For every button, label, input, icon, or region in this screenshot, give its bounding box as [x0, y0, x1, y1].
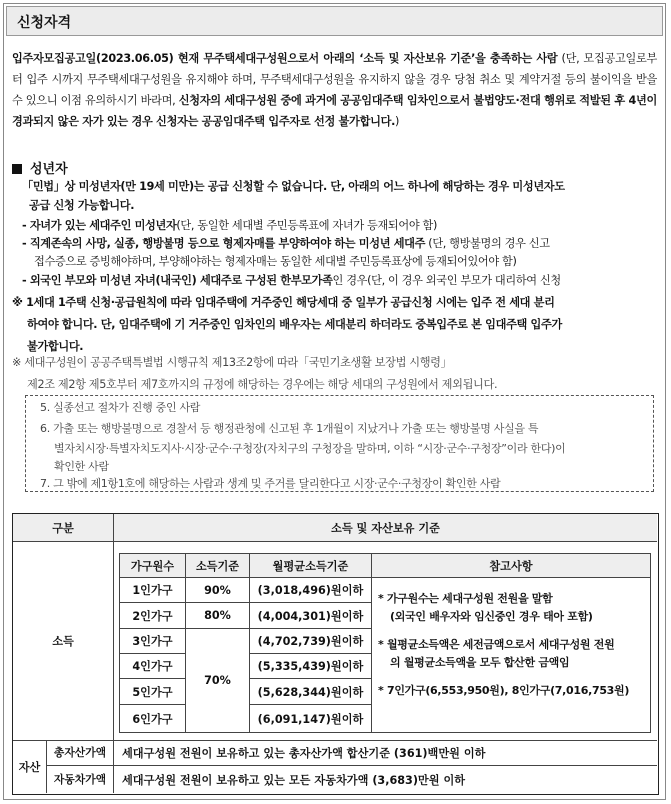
- household-item-6-cont: 별자치시장·특별자치도지사·시장·군수·구청장(자치구의 구청장을 말하며, 이하 “시장·군수·구청장”이라 한다)이: [54, 442, 566, 455]
- minor-line2: 공급 신청 가능합니다.: [29, 199, 135, 212]
- criteria-table: [12, 513, 659, 795]
- intro-close: ): [395, 115, 400, 128]
- car-asset-text: 세대구성원 전원이 보유하고 있는 모든 자동차가액 (3,683)만원 이하: [122, 773, 466, 787]
- row-amount: (4,702,739)원이하: [250, 629, 372, 654]
- sub-header-notes: 참고사항: [372, 554, 650, 578]
- section-title-bar: [6, 6, 663, 36]
- row-amount: (4,004,301)원이하: [250, 603, 372, 629]
- row-members: 2인가구: [120, 603, 186, 629]
- row-amount: (5,628,344)원이하: [250, 679, 372, 705]
- income-label: 소득: [13, 542, 114, 740]
- total-asset-label: 총자산가액: [47, 740, 114, 766]
- note-2a: * 월평균소득액은 세전금액으로서 세대구성원 전원: [378, 638, 615, 651]
- row-members: 4인가구: [120, 654, 186, 679]
- row-amount: (6,091,147)원이하: [250, 705, 372, 732]
- car-asset-label: 자동차가액: [47, 766, 114, 793]
- intro-bold-2: 신청자의 세대구성원 중에 과거에 공공임대주택 임차인으로서 불법양도·전대 행위로 적발된 후 4년이 경과되지 않은 자가 있는 경우 신청자는 공공임대주택 입주자로 선정 불가합니다.: [12, 94, 657, 128]
- section-title: 신청자격: [17, 15, 72, 31]
- row-members: 6인가구: [120, 705, 186, 732]
- intro-paragraph: [12, 48, 657, 132]
- sub-header-members: 가구원수: [120, 554, 186, 578]
- minor-item-2: - 직계존속의 사망, 실종, 행방불명 등으로 형제자매를 부양하여야 하는 미성년 세대주 (단, 행방불명의 경우 신고: [22, 237, 550, 250]
- rule-line1: ※ 1세대 1주택 신청·공급원칙에 따라 임대주택에 거주중인 해당세대 중 일부가 공급신청 시에는 입주 전 세대 분리: [12, 296, 555, 309]
- household-item-5: 5. 실종선고 절차가 진행 중인 사람: [40, 401, 201, 414]
- row-ratio-90: 90%: [186, 578, 250, 603]
- minor-item-2-cont: 접수증으로 증빙해야하며, 부양해야하는 형제자매는 동일한 세대별 주민등록표상에 등재되어있어야 함): [34, 255, 517, 268]
- note-2b: 의 월평균소득액을 모두 합산한 금액임: [390, 656, 570, 669]
- minor-heading: 성년자: [12, 158, 68, 177]
- header-category: 구분: [13, 514, 114, 542]
- row-members: 5인가구: [120, 679, 186, 705]
- household-item-6: 6. 가출 또는 행방불명으로 경찰서 등 행정관청에 신고된 후 1개월이 지났거나 가출 또는 행방불명 사실을 특: [40, 422, 539, 435]
- intro-bold-1: 입주자모집공고일(2023.06.05) 현재 무주택세대구성원으로서 아래의 ‘소득 및 자산보유 기준’을 충족하는 사람: [12, 52, 558, 65]
- asset-label: 자산: [13, 740, 47, 793]
- household-item-7: 7. 그 밖에 제1항1호에 해당하는 사람과 생계 및 주거를 달리한다고 시장·군수·구청장이 확인한 사람: [40, 477, 501, 490]
- minor-item-3: - 외국인 부모와 미성년 자녀(내국인) 세대주로 구성된 한부모가족인 경우(단, 이 경우 외국인 부모가 대리하여 신청: [22, 274, 561, 287]
- row-amount: (5,335,439)원이하: [250, 654, 372, 679]
- row-ratio-70: 70%: [186, 629, 250, 732]
- income-subtable: [119, 553, 651, 733]
- rule-line2: 하여야 합니다. 단, 임대주택에 기 거주중인 임차인의 배우자는 세대분리 하더라도 중복입주로 본 임대주택 입주가: [27, 318, 562, 331]
- rule-line3: 불가합니다.: [27, 340, 84, 353]
- household-line2: 제2조 제2항 제5호부터 제7호까지의 규정에 해당하는 경우에는 해당 세대의 구성원에서 제외됩니다.: [27, 378, 498, 391]
- household-item-6-cont2: 확인한 사람: [54, 460, 109, 473]
- note-1b: (외국인 배우자와 임신중인 경우 태아 포함): [390, 610, 593, 623]
- total-asset-text: 세대구성원 전원이 보유하고 있는 총자산가액 합산기준 (361)백만원 이하: [114, 740, 657, 766]
- note-1a: * 가구원수는 세대구성원 전원을 말함: [378, 592, 553, 605]
- note-3: * 7인가구(6,553,950원), 8인가구(7,016,753원): [378, 684, 630, 697]
- header-standard: 소득 및 자산보유 기준: [114, 514, 657, 542]
- intro-normal: (단, 모집공고일로부터 입주 시까지 무주택세대구성원을 유지해야 하며, 무주택세대구성원을 유지하지 않을 경우 당첨 취소 및 계약거절 등의 불이익을 받을 수 있으니 이점 유의하시기 바라며,: [12, 52, 657, 107]
- square-bullet-icon: [12, 164, 22, 174]
- row-amount: (3,018,496)원이하: [250, 578, 372, 603]
- sub-header-monthly: 월평균소득기준: [250, 554, 372, 578]
- household-line1: ※ 세대구성원이 공공주택특별법 시행규칙 제13조2항에 따라「국민기초생활 보장법 시행령」: [12, 356, 452, 369]
- minor-line1: 「민법」상 미성년자(만 19세 미만)는 공급 신청할 수 없습니다. 단, 아래의 어느 하나에 해당하는 경우 미성년자도: [22, 180, 565, 193]
- row-members: 1인가구: [120, 578, 186, 603]
- row-members: 3인가구: [120, 629, 186, 654]
- minor-item-1: - 자녀가 있는 세대주인 미성년자(단, 동일한 세대별 주민등록표에 자녀가 등재되어야 함): [22, 219, 437, 232]
- row-ratio-80: 80%: [186, 603, 250, 629]
- sub-header-ratio: 소득기준: [186, 554, 250, 578]
